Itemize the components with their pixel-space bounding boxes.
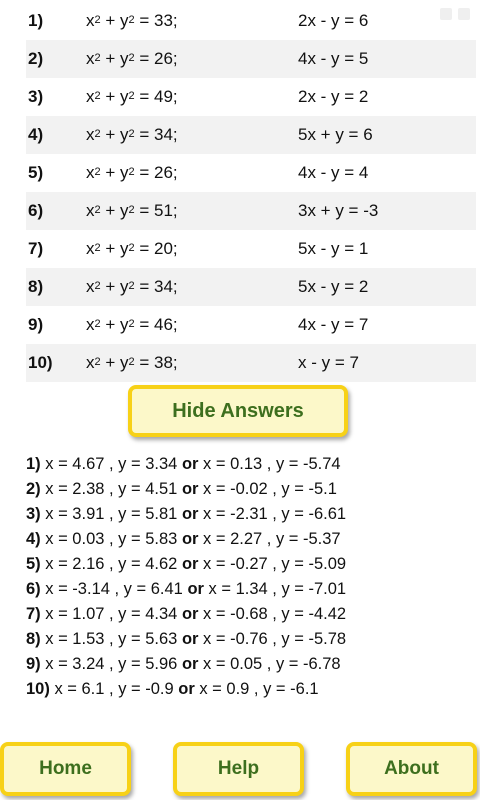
problem-number: 3)	[28, 87, 44, 106]
problem-equation-2: 3x + y = -3	[298, 201, 379, 220]
problem-equation-2: 5x - y = 2	[298, 277, 369, 296]
answer-number: 3)	[26, 505, 41, 523]
problem-number: 9)	[28, 315, 44, 334]
answer-or: or	[181, 555, 199, 573]
answer-row	[26, 502, 476, 527]
answer-second: x = -0.02 , y = -5.1	[198, 480, 337, 498]
answer-or: or	[181, 630, 199, 648]
problem-number: 10)	[28, 353, 53, 372]
answer-first: x = 1.53 , y = 5.63	[40, 630, 182, 648]
problem-row	[26, 268, 476, 306]
answer-row	[26, 577, 476, 602]
problem-equation-2: 4x - y = 7	[298, 315, 369, 334]
problem-equation-1: $x^2 + y^2 = 33$;	[86, 11, 178, 30]
problem-equation-1: $x^2 + y^2 = 34$;	[86, 277, 178, 296]
answer-first: x = 3.91 , y = 5.81	[40, 505, 182, 523]
answer-or: or	[181, 505, 199, 523]
problem-number: 6)	[28, 201, 44, 220]
problem-row	[26, 78, 476, 116]
answer-second: x = -0.68 , y = -4.42	[198, 605, 347, 623]
answer-or: or	[187, 580, 204, 598]
problem-number: 2)	[28, 49, 44, 68]
problem-row	[26, 116, 476, 154]
answer-first: x = 4.67 , y = 3.34	[40, 455, 182, 473]
problem-equation-2: 2x - y = 2	[298, 87, 369, 106]
answer-number: 7)	[26, 605, 41, 623]
problem-row	[26, 230, 476, 268]
problem-equation-1: $x^2 + y^2 = 38$;	[86, 353, 178, 372]
problem-equation-2: x - y = 7	[298, 353, 359, 372]
answer-second: x = 0.9 , y = -6.1	[194, 680, 319, 698]
problem-equation-1: $x^2 + y^2 = 20$;	[86, 239, 178, 258]
problem-row	[26, 2, 476, 40]
problem-equation-2: 5x - y = 1	[298, 239, 369, 258]
answer-second: x = 1.34 , y = -7.01	[203, 580, 347, 598]
answer-row	[26, 477, 476, 502]
problem-equation-1: $x^2 + y^2 = 34$;	[86, 125, 178, 144]
answer-or: or	[181, 655, 199, 673]
home-button[interactable]: Home	[0, 742, 131, 796]
problem-number: 5)	[28, 163, 44, 182]
problem-row	[26, 344, 476, 382]
answer-second: x = -0.27 , y = -5.09	[198, 555, 347, 573]
answer-number: 9)	[26, 655, 41, 673]
answer-second: x = -2.31 , y = -6.61	[198, 505, 347, 523]
problem-row	[26, 306, 476, 344]
hide-answers-button[interactable]: Hide Answers	[128, 385, 348, 437]
answer-row	[26, 552, 476, 577]
answer-number: 5)	[26, 555, 41, 573]
help-button[interactable]: Help	[173, 742, 304, 796]
problem-list	[26, 2, 476, 382]
answer-row	[26, 627, 476, 652]
answer-or: or	[181, 530, 199, 548]
problem-equation-1: $x^2 + y^2 = 46$;	[86, 315, 178, 334]
problem-equation-1: $x^2 + y^2 = 26$;	[86, 163, 178, 182]
problem-number: 1)	[28, 11, 44, 30]
problem-equation-1: $x^2 + y^2 = 51$;	[86, 201, 178, 220]
answer-row	[26, 677, 476, 702]
answer-second: x = -0.76 , y = -5.78	[198, 630, 347, 648]
answer-first: x = -3.14 , y = 6.41	[40, 580, 188, 598]
answer-row	[26, 652, 476, 677]
problem-number: 4)	[28, 125, 44, 144]
problem-equation-2: 4x - y = 5	[298, 49, 369, 68]
answer-first: x = 6.1 , y = -0.9	[49, 680, 179, 698]
problem-equation-1: $x^2 + y^2 = 49$;	[86, 87, 178, 106]
answer-number: 10)	[26, 680, 50, 698]
problem-row	[26, 154, 476, 192]
problem-equation-2: 4x - y = 4	[298, 163, 369, 182]
problem-number: 8)	[28, 277, 44, 296]
answer-first: x = 3.24 , y = 5.96	[40, 655, 182, 673]
answer-row	[26, 602, 476, 627]
answer-first: x = 0.03 , y = 5.83	[40, 530, 182, 548]
problem-equation-1: $x^2 + y^2 = 26$;	[86, 49, 178, 68]
about-button[interactable]: About	[346, 742, 477, 796]
answer-or: or	[178, 680, 195, 698]
problem-equation-2: 2x - y = 6	[298, 11, 369, 30]
problem-equation-2: 5x + y = 6	[298, 125, 373, 144]
answer-number: 2)	[26, 480, 41, 498]
problem-row	[26, 192, 476, 230]
answer-second: x = 2.27 , y = -5.37	[198, 530, 341, 548]
problem-row	[26, 40, 476, 78]
answer-number: 4)	[26, 530, 41, 548]
problem-number: 7)	[28, 239, 44, 258]
answer-or: or	[181, 605, 199, 623]
answer-row	[26, 527, 476, 552]
answer-list	[26, 452, 476, 702]
answer-number: 6)	[26, 580, 41, 598]
answer-first: x = 2.16 , y = 4.62	[40, 555, 182, 573]
answer-first: x = 2.38 , y = 4.51	[40, 480, 182, 498]
answer-number: 8)	[26, 630, 41, 648]
answer-second: x = 0.13 , y = -5.74	[198, 455, 341, 473]
answer-row	[26, 452, 476, 477]
answer-second: x = 0.05 , y = -6.78	[198, 655, 341, 673]
answer-or: or	[181, 455, 199, 473]
answer-or: or	[181, 480, 199, 498]
answer-first: x = 1.07 , y = 4.34	[40, 605, 182, 623]
answer-number: 1)	[26, 455, 41, 473]
